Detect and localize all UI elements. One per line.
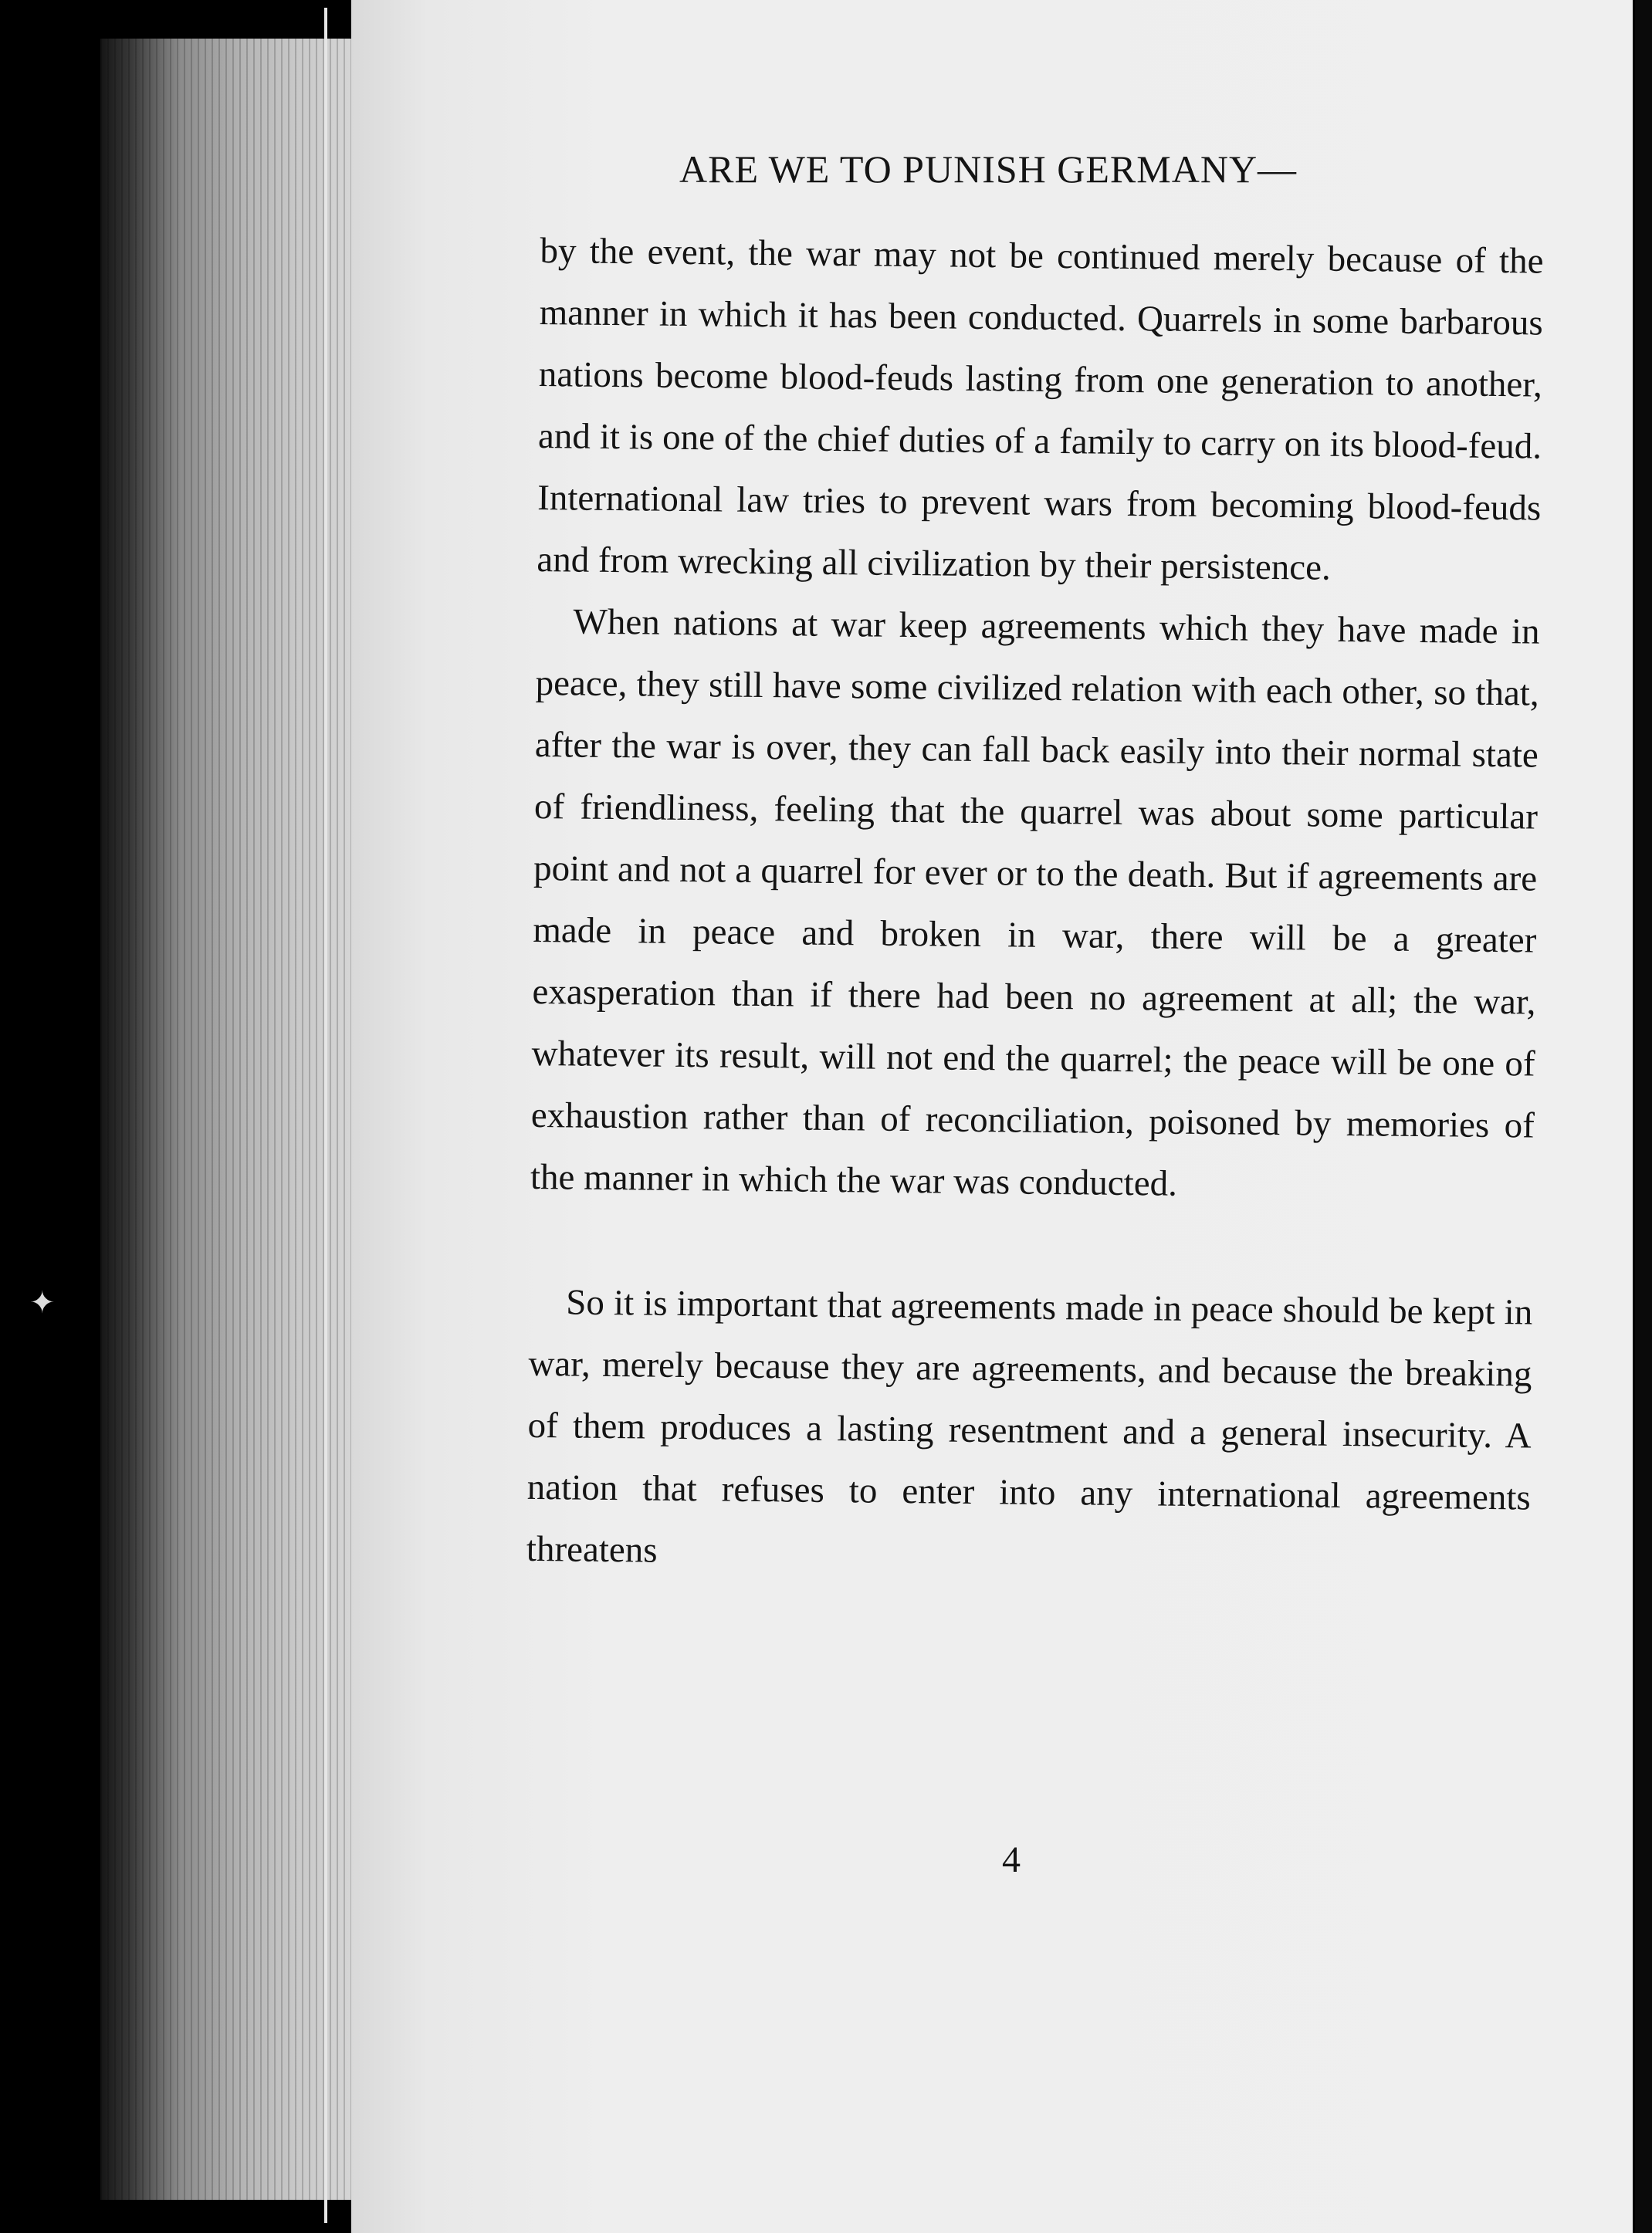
page-right-edge — [1635, 0, 1652, 2233]
page-number: 4 — [1002, 1839, 1021, 1880]
running-head: ARE WE TO PUNISH GERMANY— — [679, 147, 1298, 191]
scan-artifact-mark: ✦ — [29, 1285, 56, 1320]
body-text — [526, 220, 1544, 1591]
page-stack-edge — [100, 39, 363, 2200]
paragraph-3: So it is important that agreements made in peace should be kept in war, merely because they are agreements, and because the breaking of them produces a lasting resentment and a general insecurity. A nation that refuses to enter into any international agreements threatens — [526, 1282, 1533, 1571]
paragraph-2: When nations at war keep agreements which they have made in peace, they still have some civilized relation with each other, so that, after the war is over, they can fall back easily into their normal state of friendliness, feeling that the quarrel was about some particular point and not a quarrel for ever or to the death. But if agreements are made in peace and broken in war, there will be a greater exasperation than if there had been no agreement at all; the war, whatever its result, will not end the quarrel; the peace will be one of exhaustion rather than of reconciliation, poisoned by memories of the manner in which the war was conducted. — [530, 601, 1540, 1204]
paragraph-1: by the event, the war may not be continued merely because of the manner in which it has been conducted. Quarrels in some barbarous nations become blood-feuds lasting from one generation to another, and it is one of the chief duties of a family to carry on its blood-feud. International law tries to prevent wars from becoming blood-feuds and from wrecking all civilization by their persistence. — [537, 230, 1544, 588]
page-edge-line — [324, 8, 327, 2223]
